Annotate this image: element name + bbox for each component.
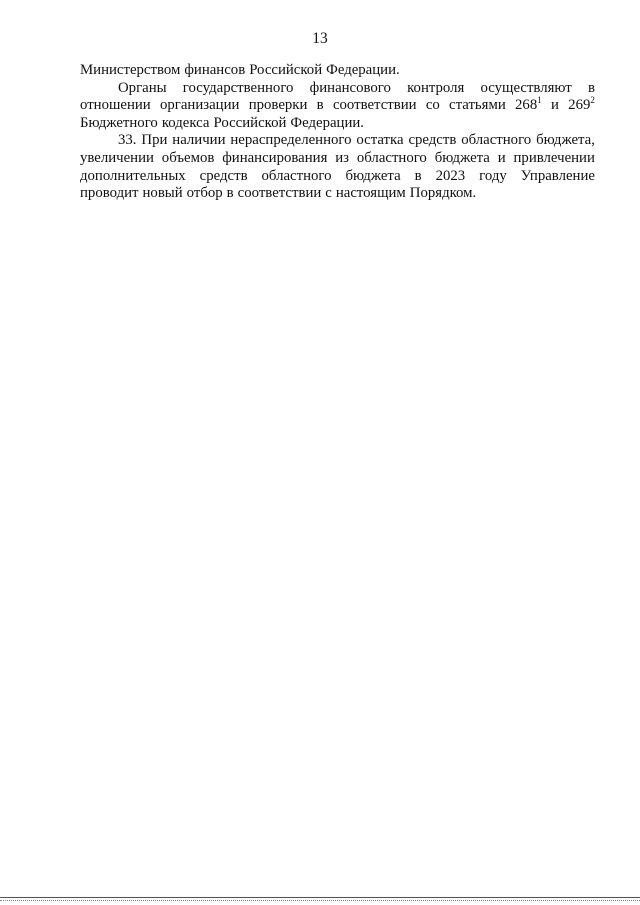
word: Федерации. xyxy=(326,62,400,78)
word: 2023 xyxy=(435,167,466,184)
article-ref xyxy=(568,97,595,115)
word: средств xyxy=(199,167,248,184)
scan-edge-line xyxy=(0,897,640,898)
paragraph-2-line-3 xyxy=(80,115,595,133)
scan-edge-dots xyxy=(0,900,640,901)
word: Органы xyxy=(118,79,167,96)
word: с xyxy=(325,185,332,202)
paragraph-3-line-4 xyxy=(80,185,595,203)
word: новый xyxy=(142,185,183,202)
word: бюджета, xyxy=(536,132,595,149)
word: статьями xyxy=(449,97,506,114)
paragraph-1-line-1 xyxy=(80,62,595,80)
paragraph-3-line-1 xyxy=(80,132,595,150)
word: со xyxy=(425,97,440,114)
word: из xyxy=(335,149,350,166)
word: в xyxy=(587,79,595,96)
paragraph-3-line-2 xyxy=(80,150,595,168)
word: Порядком. xyxy=(409,185,477,202)
word: отношении xyxy=(80,97,151,114)
word: финансов xyxy=(184,62,246,78)
word: остатка xyxy=(356,132,404,149)
document-body xyxy=(80,62,595,203)
word: и xyxy=(497,149,506,166)
word: в xyxy=(316,97,324,114)
article-superscript: 2 xyxy=(590,95,595,106)
word: соответствии xyxy=(237,185,322,202)
word: наличии xyxy=(172,132,226,149)
word: и xyxy=(550,97,559,114)
word: проводит xyxy=(80,185,139,202)
word: году xyxy=(479,167,507,184)
paragraph-2-line-1 xyxy=(80,80,595,98)
word: Министерством xyxy=(80,62,181,78)
word: привлечении xyxy=(513,149,595,166)
word: При xyxy=(141,132,168,149)
article-number: 269 xyxy=(568,97,591,114)
paragraph-2-line-2 xyxy=(80,97,595,115)
word: финансирования xyxy=(222,149,328,166)
word: 33. xyxy=(118,132,137,149)
word: государственного xyxy=(182,79,294,96)
word: контроля xyxy=(407,79,465,96)
word: бюджета xyxy=(345,167,401,184)
word: Российской xyxy=(213,114,287,131)
article-number: 268 xyxy=(515,97,538,114)
word: Российской xyxy=(249,62,323,78)
word: кодекса xyxy=(161,114,210,131)
word: Федерации. xyxy=(290,114,364,131)
word: в xyxy=(226,185,234,202)
word: проверки xyxy=(248,97,308,114)
word: организации xyxy=(159,97,240,114)
word: в xyxy=(414,167,422,184)
word: осуществляют xyxy=(480,79,572,96)
article-superscript: 1 xyxy=(537,95,542,106)
word: соответствии xyxy=(332,97,417,114)
page-number: 13 xyxy=(312,30,328,47)
paragraph-3-line-3 xyxy=(80,168,595,186)
word: средств xyxy=(408,132,457,149)
word: областного xyxy=(261,167,332,184)
word: бюджета xyxy=(434,149,490,166)
word: настоящим xyxy=(335,185,406,202)
word: увеличении xyxy=(80,149,154,166)
word: областного xyxy=(356,149,427,166)
article-ref xyxy=(515,97,542,115)
word: объемов xyxy=(161,149,215,166)
word: Управление xyxy=(520,167,595,184)
word: областного xyxy=(461,132,532,149)
word: дополнительных xyxy=(80,167,186,184)
word: финансового xyxy=(309,79,391,96)
word: Бюджетного xyxy=(80,114,158,131)
word: отбор xyxy=(186,185,223,202)
word: нераспределенного xyxy=(230,132,352,149)
